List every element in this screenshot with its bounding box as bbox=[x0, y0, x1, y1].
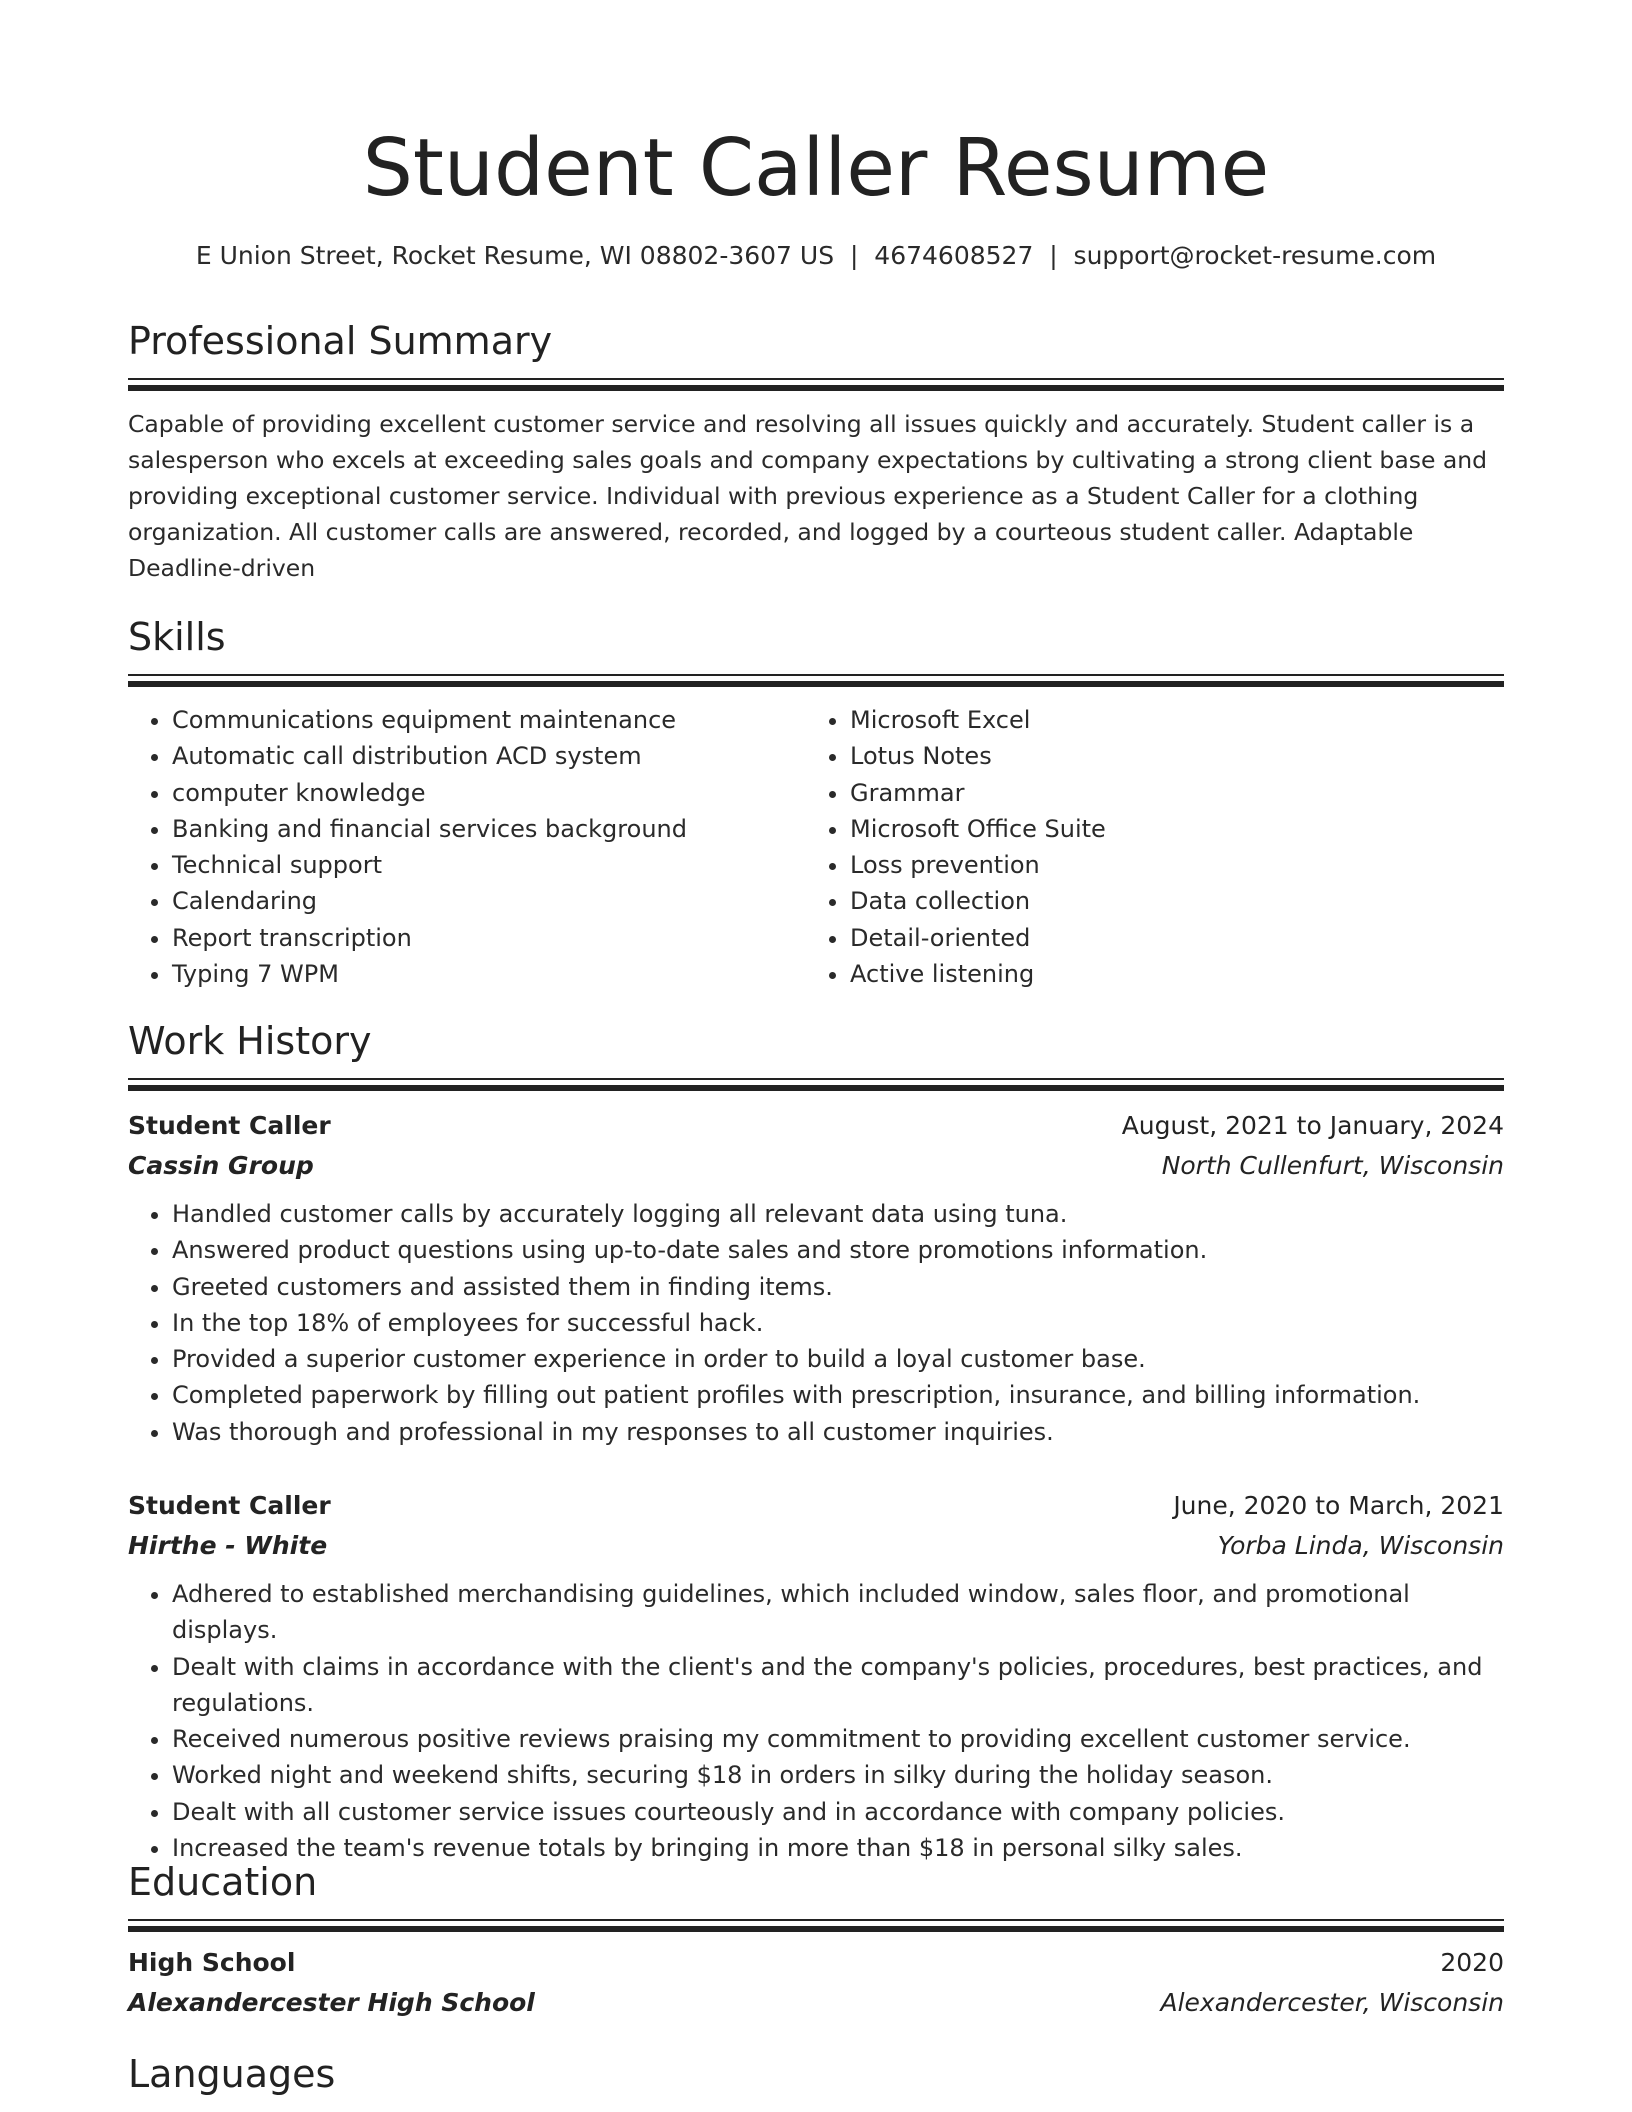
education-year: 2020 bbox=[1440, 1948, 1504, 1977]
summary-heading: Professional Summary bbox=[128, 319, 553, 363]
job-location: North Cullenfurt, Wisconsin bbox=[1161, 1151, 1504, 1180]
job-bullet: • Dealt with claims in accordance with the client's and the company's policies, procedures, best practices, and regulations. bbox=[172, 1649, 1504, 1722]
job-bullet: • Greeted customers and assisted them in finding items. bbox=[172, 1269, 1504, 1305]
job-title: Student Caller bbox=[128, 1491, 331, 1520]
education-school: Alexandercester High School bbox=[128, 1988, 535, 2017]
skill-item: • Microsoft Office Suite bbox=[850, 811, 1484, 847]
skill-item: • Technical support bbox=[172, 847, 806, 883]
education-section bbox=[128, 1859, 1504, 2023]
skill-item: • Report transcription bbox=[172, 920, 806, 956]
skills-section bbox=[128, 614, 1504, 992]
skill-item: • Automatic call distribution ACD system bbox=[172, 738, 806, 774]
skill-item: • Detail-oriented bbox=[850, 920, 1484, 956]
education-degree: High School bbox=[128, 1948, 296, 1977]
work-history-heading: Work History bbox=[128, 1019, 372, 1063]
job-dates: June, 2020 to March, 2021 bbox=[1173, 1491, 1504, 1520]
skills-columns bbox=[128, 702, 1504, 992]
skill-item: • Banking and financial services background bbox=[172, 811, 806, 847]
summary-text: Capable of providing excellent customer service and resolving all issues quickly and accurately. Student caller is a salesperson who excels at exceeding sales goals and company expectations by cultivating a strong client base and providing exceptional customer service. Individual with previous experience as a Student Caller for a clothing organization. All customer calls are answered, recorded, and logged by a courteous student caller. Adaptable Deadline-driven bbox=[128, 410, 1488, 582]
job-company: Cassin Group bbox=[128, 1151, 314, 1180]
skill-item: • Lotus Notes bbox=[850, 738, 1484, 774]
job-bullet: • Completed paperwork by filling out patient profiles with prescription, insurance, and billing information. bbox=[172, 1377, 1504, 1413]
job-bullet: • Handled customer calls by accurately logging all relevant data using tuna. bbox=[172, 1196, 1504, 1232]
job-location: Yorba Linda, Wisconsin bbox=[1217, 1531, 1504, 1560]
job-bullet: • Adhered to established merchandising guidelines, which included window, sales floor, and promotional displays. bbox=[172, 1576, 1504, 1649]
summary-section bbox=[128, 318, 1504, 586]
job-entry bbox=[128, 1106, 1504, 1450]
skill-item: • Communications equipment maintenance bbox=[172, 702, 806, 738]
resume-title: Student Caller Resume bbox=[362, 122, 1270, 214]
section-divider bbox=[128, 1078, 1504, 1092]
job-bullet: • Was thorough and professional in my responses to all customer inquiries. bbox=[172, 1414, 1504, 1450]
skills-list-right bbox=[806, 702, 1484, 992]
skill-item: • Grammar bbox=[850, 775, 1484, 811]
job-bullet: • Answered product questions using up-to-date sales and store promotions information. bbox=[172, 1232, 1504, 1268]
skill-item: • Microsoft Excel bbox=[850, 702, 1484, 738]
skills-list-left bbox=[128, 702, 806, 992]
job-entry bbox=[128, 1486, 1504, 1866]
job-company: Hirthe - White bbox=[128, 1531, 328, 1560]
languages-heading: Languages bbox=[128, 2052, 336, 2096]
skill-item: • Calendaring bbox=[172, 883, 806, 919]
job-title: Student Caller bbox=[128, 1111, 331, 1140]
job-bullet: • In the top 18% of employees for successful hack. bbox=[172, 1305, 1504, 1341]
education-heading: Education bbox=[128, 1860, 318, 1904]
education-location: Alexandercester, Wisconsin bbox=[1160, 1988, 1504, 2017]
skill-item: • computer knowledge bbox=[172, 775, 806, 811]
contact-line: E Union Street, Rocket Resume, WI 08802-3607 US | 4674608527 | support@rocket-resume.com bbox=[195, 241, 1437, 270]
job-bullet: • Received numerous positive reviews praising my commitment to providing excellent customer service. bbox=[172, 1721, 1504, 1757]
skill-item: • Typing 7 WPM bbox=[172, 956, 806, 992]
skill-item: • Data collection bbox=[850, 883, 1484, 919]
skill-item: • Active listening bbox=[850, 956, 1484, 992]
work-history-section bbox=[128, 1018, 1504, 1092]
job-bullet: • Provided a superior customer experience in order to build a loyal customer base. bbox=[172, 1341, 1504, 1377]
languages-section bbox=[128, 2051, 1504, 2097]
job-dates: August, 2021 to January, 2024 bbox=[1121, 1111, 1504, 1140]
section-divider bbox=[128, 674, 1504, 688]
section-divider bbox=[128, 378, 1504, 392]
skill-item: • Loss prevention bbox=[850, 847, 1484, 883]
job-bullets bbox=[128, 1196, 1504, 1450]
skills-heading: Skills bbox=[128, 615, 226, 659]
job-bullet: • Worked night and weekend shifts, securing $18 in orders in silky during the holiday season. bbox=[172, 1757, 1504, 1793]
section-divider bbox=[128, 1919, 1504, 1933]
job-bullets bbox=[128, 1576, 1504, 1866]
job-bullet: • Increased the team's revenue totals by bringing in more than $18 in personal silky sales. bbox=[172, 1830, 1504, 1866]
job-bullet: • Dealt with all customer service issues courteously and in accordance with company policies. bbox=[172, 1794, 1504, 1830]
